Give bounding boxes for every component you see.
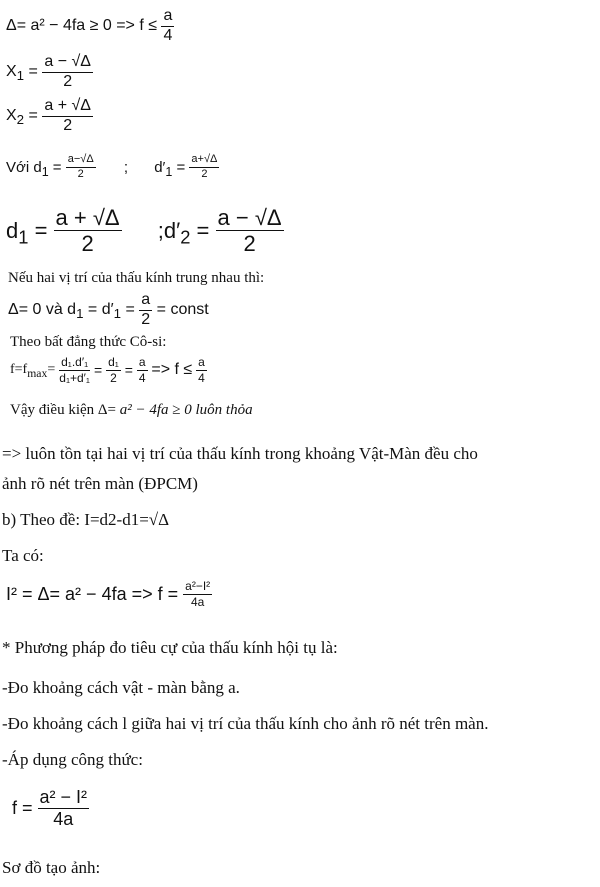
fmax-fraction-1: [59, 356, 90, 384]
equals-1: =: [94, 362, 103, 379]
x1-formula: [6, 54, 93, 91]
voi-numerator-2: a+√Δ: [189, 154, 219, 168]
i-squared-text: I² = Δ= a² − 4fa => f =: [6, 583, 179, 604]
delta-zero-numerator: a: [139, 292, 152, 311]
big-d2-lhs: $;d'_2$ =: [157, 217, 210, 247]
fmax-numerator-2: d₁: [108, 355, 119, 369]
delta-zero-mid: = d: [83, 301, 111, 319]
x2-var: X: [6, 107, 17, 125]
cosi-text: Theo bất đẳng thức Cô-si:: [10, 334, 167, 350]
i-squared-numerator: a²−I²: [185, 579, 211, 593]
voi-fraction-1: [66, 154, 96, 180]
trung-nhau-text: Nếu hai vị trí của thấu kính trung nhau thì:: [8, 270, 265, 286]
fmax-numerator-4: a: [198, 355, 205, 369]
fmax-fraction-4: [196, 356, 207, 384]
delta-zero-lhs: Δ= 0 và $d_1 = d'_1$ =: [8, 301, 135, 322]
big-denominator-1: 2: [81, 231, 94, 257]
big-numerator-1: a + √Δ: [55, 205, 120, 230]
i-squared-formula: [6, 580, 212, 608]
final-formula: [12, 788, 89, 829]
f-bound-numerator: a: [161, 8, 174, 27]
final-fraction: [38, 788, 90, 829]
conclusion-line-1: => luôn tồn tại hai vị trí của thấu kính trong khoảng Vật-Màn đều cho: [2, 444, 478, 463]
equals-2: =: [124, 362, 133, 379]
x2-formula: [6, 98, 93, 135]
voi-formula-line: [6, 154, 219, 180]
f-bound-denominator: 4: [163, 26, 173, 44]
so-do-text: Sơ đồ tạo ảnh:: [2, 858, 101, 877]
x1-lhs: $X_1$ =: [6, 63, 38, 84]
fmax-lhs: $f=f_{max}=$: [10, 362, 56, 380]
delta-condition-text: Δ= a² − 4fa ≥ 0 => f ≤: [6, 17, 157, 35]
x1-var: X: [6, 63, 17, 81]
x2-numerator: a + √Δ: [42, 98, 93, 117]
vay-prefix: Vậy điều kiện Δ=: [10, 402, 116, 418]
big-d1-lhs: $d_1$ =: [6, 217, 48, 247]
voi-denominator-2: 2: [201, 167, 208, 180]
big-sep: ;d: [157, 217, 177, 243]
final-numerator: a² − I²: [39, 787, 88, 807]
voi-text: Với d: [6, 158, 42, 176]
x2-lhs: $X_2$ =: [6, 107, 38, 128]
x1-sub: 1: [16, 68, 25, 84]
x1-denominator: 2: [63, 72, 73, 90]
fmax-text: f=f: [10, 362, 28, 378]
delta-zero-rhs: = const: [156, 301, 209, 319]
big-d-formula: [6, 206, 284, 255]
fmax-denominator-3: 4: [138, 370, 146, 385]
f-bound-fraction: [161, 8, 174, 45]
fmax-numerator-1: d₁.d′₁: [61, 355, 89, 369]
fmax-denominator-4: 4: [198, 370, 205, 385]
x2-sub: 2: [16, 112, 25, 128]
voi-numerator-1: a−√Δ: [66, 154, 96, 168]
vay-line: [10, 402, 253, 419]
fmax-denominator-2: 2: [110, 370, 117, 385]
big-denominator-2: 2: [243, 231, 256, 257]
fmax-denominator-1: d₁+d′₁: [59, 370, 90, 385]
x2-fraction: [42, 98, 93, 135]
big-fraction-1: [54, 206, 122, 255]
fmax-fraction-2: [106, 356, 121, 384]
ta-co-text: Ta có:: [2, 546, 44, 565]
delta-zero-text: Δ= 0 và d: [8, 301, 77, 319]
voi-denominator-1: 2: [77, 167, 84, 180]
fmax-line: [10, 356, 207, 384]
big-fraction-2: [216, 206, 284, 255]
conclusion-line-2: ảnh rõ nét trên màn (ĐPCM): [2, 474, 198, 493]
voi-d1p-var: d: [154, 158, 163, 176]
fmax-numerator-3: a: [138, 355, 146, 369]
method-title: * Phương pháp đo tiêu cự của thấu kính hội tụ là:: [2, 638, 338, 657]
i-squared-denominator: 4a: [190, 594, 205, 609]
i-squared-fraction: [183, 580, 212, 608]
fmax-sub: max: [27, 366, 48, 380]
voi-d1-prime: $d'_1$ =: [154, 158, 186, 179]
voi-separator: ;: [123, 158, 129, 176]
final-denominator: 4a: [53, 808, 74, 829]
x1-fraction: [42, 54, 93, 91]
big-numerator-2: a − √Δ: [217, 205, 282, 230]
delta-zero-denominator: 2: [141, 310, 151, 328]
fmax-arrow: => f ≤: [151, 361, 193, 379]
voi-sub: 1: [41, 164, 49, 179]
step-2: -Đo khoảng cách l giữa hai vị trí của thấu kính cho ảnh rõ nét trên màn.: [2, 714, 489, 733]
delta-condition-line: [6, 8, 174, 45]
x2-denominator: 2: [63, 116, 73, 134]
vay-formula: a² − 4fa ≥ 0 luôn thỏa: [119, 402, 253, 418]
x1-numerator: a − √Δ: [42, 54, 93, 73]
delta-zero-fraction: [139, 292, 152, 329]
voi-fraction-2: [189, 154, 219, 180]
part-b-line: b) Theo đề: I=d2-d1=√Δ: [2, 510, 170, 529]
final-lhs: f =: [12, 797, 33, 818]
fmax-fraction-3: [137, 356, 148, 384]
delta-zero-line: [8, 292, 209, 329]
step-1: -Đo khoảng cách vật - màn bằng a.: [2, 678, 240, 697]
voi-lhs: Với $d_1$ =: [6, 158, 62, 179]
step-3: -Áp dụng công thức:: [2, 750, 143, 769]
big-d1-var: d: [6, 217, 19, 243]
